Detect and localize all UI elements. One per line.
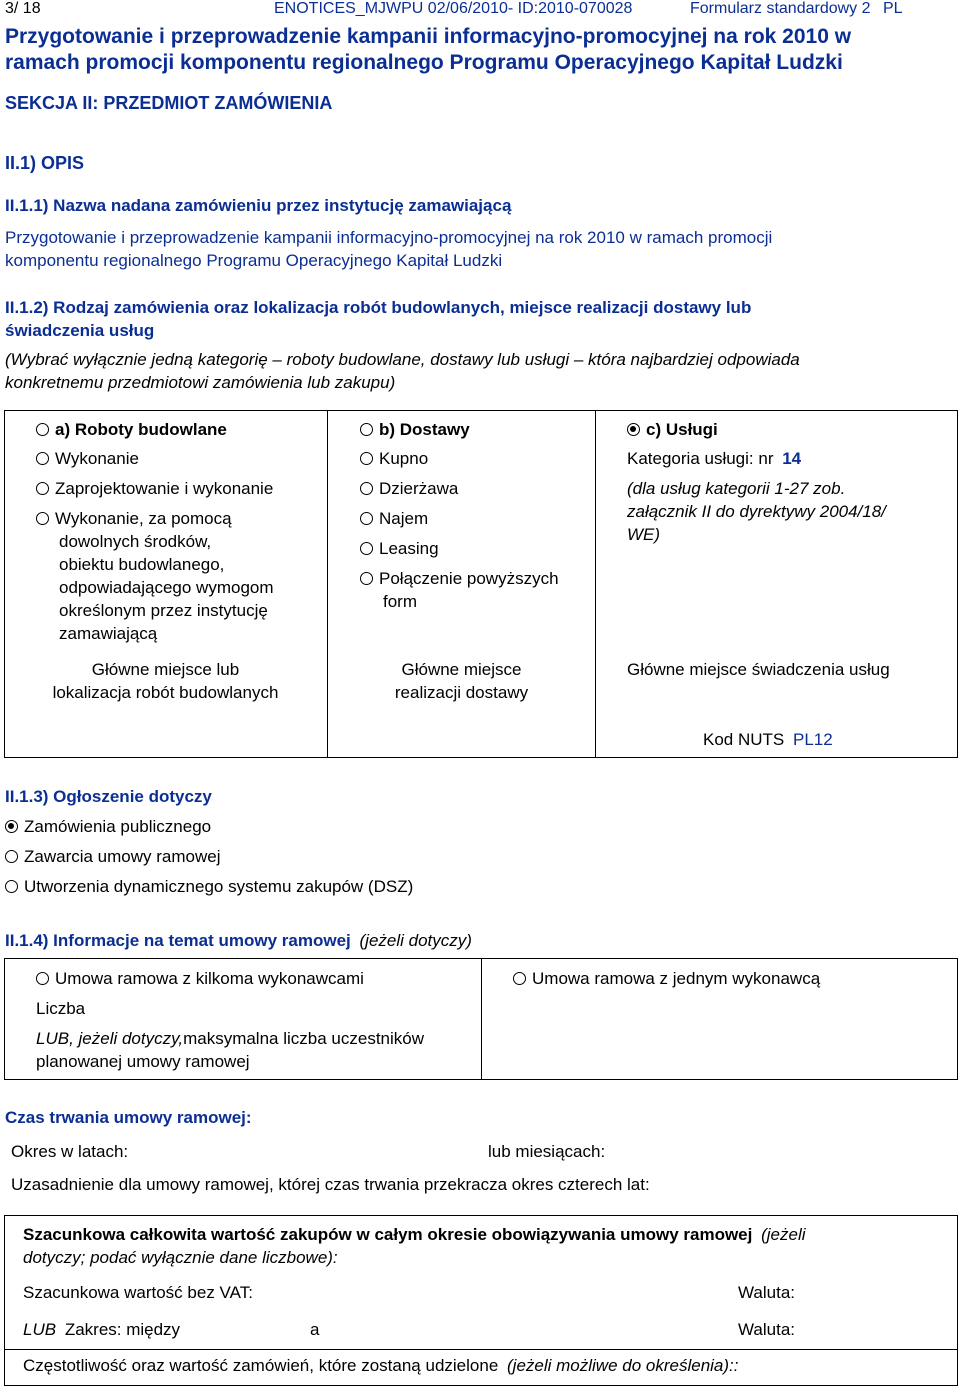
framework-one-option[interactable] xyxy=(513,967,820,990)
framework-heading-note: (jeżeli dotyczy) xyxy=(359,931,472,950)
doc-date: 02/06/2010 xyxy=(427,0,508,17)
radio-icon[interactable] xyxy=(360,452,373,465)
text-line: realizacji dostawy xyxy=(394,683,529,702)
text-line: dowolnych środków, xyxy=(59,532,212,551)
nuts-label: Kod NUTS xyxy=(703,730,785,749)
contract-name xyxy=(5,226,772,272)
supplies-purchase-option[interactable] xyxy=(360,447,559,470)
works-realisation-label: Wykonanie, za pomocą xyxy=(55,509,232,528)
duration-heading: Czas trwania umowy ramowej: xyxy=(5,1108,252,1127)
lub-label: LUB, jeżeli dotyczy, xyxy=(36,1029,184,1048)
document-id xyxy=(274,0,632,18)
divider xyxy=(595,410,596,757)
contract-name-line-1: Przygotowanie i przeprowadzenie kampanii informacyjno-promocyjnej na rok 2010 w ramach promocji xyxy=(5,228,773,247)
services-label: c) Usługi xyxy=(646,420,718,439)
radio-icon[interactable] xyxy=(5,880,18,893)
supplies-place-label xyxy=(328,658,595,704)
text-line: załącznik II do dyrektywy 2004/18/ xyxy=(627,502,886,521)
supplies-rental-label: Najem xyxy=(379,509,429,528)
frequency-note: (jeżeli możliwe do określenia):: xyxy=(507,1356,739,1375)
type-heading-line-2: świadczenia usług xyxy=(5,321,155,340)
supplies-label: b) Dostawy xyxy=(379,420,470,439)
radio-icon[interactable] xyxy=(360,423,373,436)
range-label xyxy=(23,1320,180,1340)
dps-option[interactable] xyxy=(5,875,413,898)
frequency-label xyxy=(23,1356,739,1376)
form-name: Formularz standardowy 2 xyxy=(690,0,871,17)
notice-heading: II.1.3) Ogłoszenie dotyczy xyxy=(5,787,212,806)
framework-one-label: Umowa ramowa z jednym wykonawcą xyxy=(532,969,821,988)
supplies-leasing-label: Leasing xyxy=(379,539,439,558)
duration-months-label: lub miesiącach: xyxy=(488,1142,606,1161)
currency-label: Waluta: xyxy=(738,1283,796,1302)
works-place-label xyxy=(4,658,327,704)
text-line: (dla usług kategorii 1-27 zob. xyxy=(627,479,846,498)
duration-years-label: Okres w latach: xyxy=(11,1142,129,1161)
radio-icon[interactable] xyxy=(36,482,49,495)
supplies-column xyxy=(360,418,559,613)
radio-icon[interactable] xyxy=(36,512,49,525)
services-place-label: Główne miejsce świadczenia usług xyxy=(627,660,890,679)
radio-icon[interactable] xyxy=(360,572,373,585)
page-number: 3/ 18 xyxy=(5,0,41,17)
divider xyxy=(4,1349,958,1350)
range-and: a xyxy=(310,1320,320,1339)
title-line-2: ramach promocji komponentu regionalnego Programu Operacyjnego Kapitał Ludzki xyxy=(5,51,843,74)
subsection-heading-opis: II.1) OPIS xyxy=(5,153,85,173)
max-label-cont: planowanej umowy ramowej xyxy=(36,1052,250,1071)
framework-heading xyxy=(5,931,472,951)
framework-many-column xyxy=(36,967,424,1073)
text-line: Główne miejsce xyxy=(401,660,522,679)
value-heading-note: (jeżeli xyxy=(761,1225,806,1244)
works-design-execution-option[interactable] xyxy=(36,477,274,500)
text-line: odpowiadającego wymogom xyxy=(59,578,274,597)
radio-icon[interactable] xyxy=(360,482,373,495)
duration-justification-label: Uzasadnienie dla umowy ramowej, której czas trwania przekracza okres czterech lat: xyxy=(11,1175,650,1194)
nuts-value: PL12 xyxy=(792,730,833,749)
service-category xyxy=(627,447,886,470)
supplies-purchase-label: Kupno xyxy=(379,449,429,468)
text-line: zamawiającą xyxy=(59,624,158,643)
radio-icon[interactable] xyxy=(36,972,49,985)
form-label xyxy=(690,0,903,18)
works-column xyxy=(36,418,274,645)
contract-name-line-2: komponentu regionalnego Programu Operacyjnego Kapitał Ludzki xyxy=(5,251,503,270)
supplies-rental-option[interactable] xyxy=(360,507,559,530)
radio-icon[interactable] xyxy=(513,972,526,985)
name-heading: II.1.1) Nazwa nadana zamówieniu przez instytucję zamawiającą xyxy=(5,196,512,215)
radio-icon[interactable] xyxy=(36,452,49,465)
framework-heading-text: II.1.4) Informacje na temat umowy ramowej xyxy=(5,931,351,950)
supplies-combination-label: Połączenie powyższych xyxy=(379,569,559,588)
value-heading-text: Szacunkowa całkowita wartość zakupów w całym okresie obowiązywania umowy ramowej xyxy=(23,1225,753,1244)
currency-label-2: Waluta: xyxy=(738,1320,796,1339)
participants-count-label: Liczba xyxy=(36,999,86,1018)
works-realisation-option[interactable] xyxy=(36,507,274,530)
works-execution-label: Wykonanie xyxy=(55,449,139,468)
value-heading xyxy=(23,1223,943,1269)
framework-many-option[interactable] xyxy=(36,967,424,990)
text-line: Główne miejsce lub xyxy=(91,660,240,679)
framework-agreement-label: Zawarcia umowy ramowej xyxy=(24,847,221,866)
text-line: obiektu budowlanego, xyxy=(59,555,225,574)
text-line: form xyxy=(383,592,417,611)
works-realisation-label-cont xyxy=(36,530,274,645)
framework-many-label: Umowa ramowa z kilkoma wykonawcami xyxy=(55,969,364,988)
text-line: określonym przez instytucję xyxy=(59,601,268,620)
supplies-leasing-option[interactable] xyxy=(360,537,559,560)
title-line-1: Przygotowanie i przeprowadzenie kampanii informacyjno-promocyjnej na rok 2010 w xyxy=(5,25,852,48)
max-label: maksymalna liczba uczestników xyxy=(183,1029,424,1048)
service-category-value: 14 xyxy=(782,449,802,468)
doc-id-prefix: ENOTICES_MJWPU xyxy=(274,0,424,17)
radio-icon[interactable] xyxy=(5,850,18,863)
value-heading-note-cont: dotyczy; podać wyłącznie dane liczbowe): xyxy=(23,1248,338,1267)
type-heading-line-1: II.1.2) Rodzaj zamówienia oraz lokalizacja robót budowlanych, miejsce realizacji dostawy lub xyxy=(5,298,752,317)
public-contract-option[interactable] xyxy=(5,815,413,838)
range-between: Zakres: między xyxy=(64,1320,181,1339)
type-note xyxy=(5,348,800,394)
radio-checked-icon[interactable] xyxy=(5,820,18,833)
works-design-execution-label: Zaprojektowanie i wykonanie xyxy=(55,479,274,498)
nuts-code xyxy=(703,728,833,751)
form-lang: PL xyxy=(882,0,903,17)
type-note-line-1: (Wybrać wyłącznie jedną kategorię – roboty budowlane, dostawy lub usługi – która najbardziej odpowiada xyxy=(5,350,800,369)
supplies-lease-option[interactable] xyxy=(360,477,559,500)
doc-id-suffix: - ID:2010-070028 xyxy=(507,0,633,17)
divider xyxy=(481,958,482,1079)
services-option[interactable] xyxy=(627,418,886,441)
type-note-line-2: konkretnemu przedmiotowi zamówienia lub zakupu) xyxy=(5,373,396,392)
works-option[interactable] xyxy=(36,418,274,441)
notice-options xyxy=(5,815,413,898)
public-contract-label: Zamówienia publicznego xyxy=(24,817,212,836)
works-execution-option[interactable] xyxy=(36,447,274,470)
radio-icon[interactable] xyxy=(360,542,373,555)
dps-label: Utworzenia dynamicznego systemu zakupów (DSZ) xyxy=(24,877,414,896)
service-category-note xyxy=(627,477,886,546)
supplies-option[interactable] xyxy=(360,418,559,441)
radio-icon[interactable] xyxy=(36,423,49,436)
service-category-label: Kategoria usługi: nr xyxy=(627,449,774,468)
max-participants-label xyxy=(36,1027,424,1050)
framework-agreement-option[interactable] xyxy=(5,845,413,868)
radio-icon[interactable] xyxy=(360,512,373,525)
value-no-vat-label: Szacunkowa wartość bez VAT: xyxy=(23,1283,253,1302)
text-line: WE) xyxy=(627,525,661,544)
frequency-text: Częstotliwość oraz wartość zamówień, które zostaną udzielone xyxy=(23,1356,499,1375)
radio-checked-icon[interactable] xyxy=(627,423,640,436)
divider xyxy=(327,410,328,757)
services-column xyxy=(627,418,886,546)
supplies-combination-option[interactable] xyxy=(360,567,559,590)
section-title: SEKCJA II: PRZEDMIOT ZAMÓWIENIA xyxy=(5,93,333,113)
page-title xyxy=(5,24,851,76)
works-label: a) Roboty budowlane xyxy=(55,420,227,439)
supplies-lease-label: Dzierżawa xyxy=(379,479,459,498)
text-line: lokalizacja robót budowlanych xyxy=(52,683,279,702)
range-lub: LUB xyxy=(23,1320,57,1339)
type-heading xyxy=(5,296,751,342)
